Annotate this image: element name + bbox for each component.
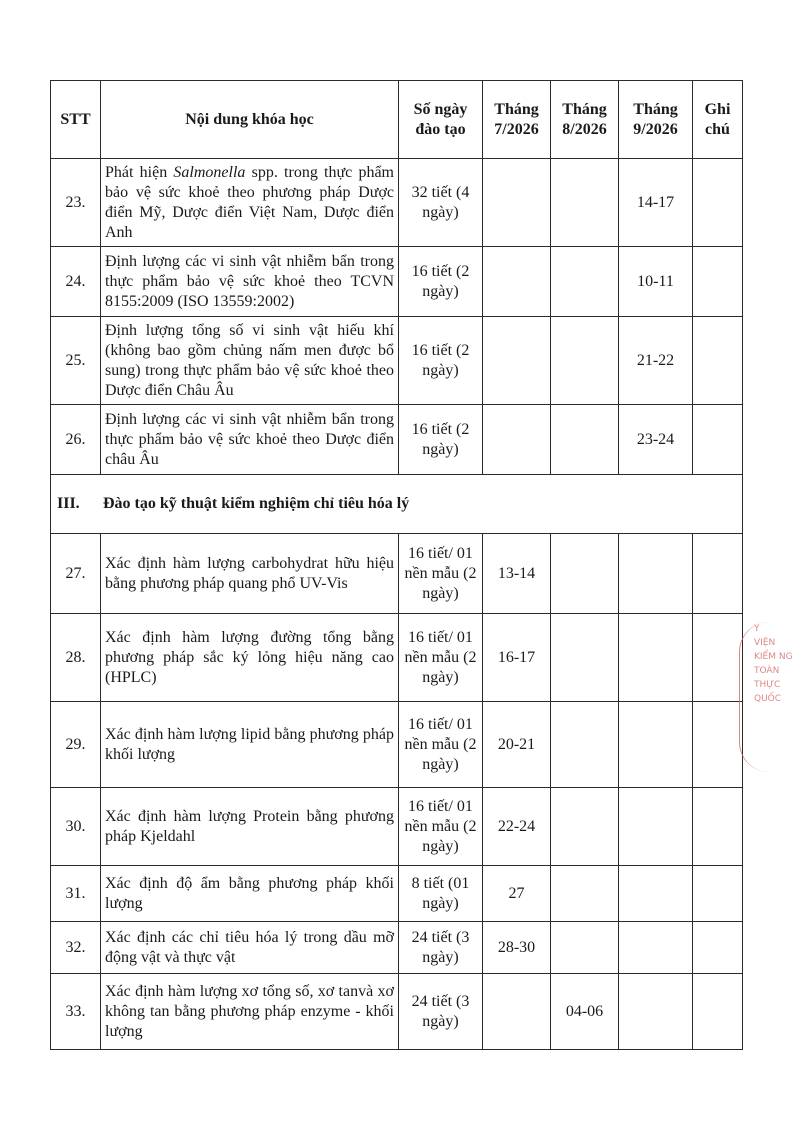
row-content: Xác định hàm lượng Protein bằng phương pháp Kjeldahl [101,788,399,866]
row-content-pre: Phát hiện [105,163,174,181]
row-month-7 [483,405,551,475]
row-stt: 31. [51,866,101,922]
row-content: Định lượng tổng số vi sinh vật hiếu khí (không bao gồm chủng nấm men được bổ sung) trong thực phẩm bảo vệ sức khoẻ theo Dược điển Châu Âu [101,317,399,405]
row-month-9 [619,866,693,922]
row-note [693,866,743,922]
row-month-9 [619,534,693,614]
row-stt: 32. [51,922,101,974]
row-content: Xác định các chỉ tiêu hóa lý trong dầu mỡ động vật và thực vật [101,922,399,974]
row-month-7: 22-24 [483,788,551,866]
row-note [693,922,743,974]
row-days: 24 tiết (3 ngày) [399,974,483,1050]
row-days: 16 tiết (2 ngày) [399,405,483,475]
table-row [51,317,743,405]
row-stt: 29. [51,702,101,788]
header-stt: STT [51,81,101,159]
training-schedule-table [50,80,743,1050]
row-month-8 [551,614,619,702]
table-row [51,614,743,702]
row-month-9 [619,614,693,702]
row-stt: 33. [51,974,101,1050]
row-note [693,702,743,788]
stamp-line: TOÀN [754,666,780,676]
header-month-9: Tháng 9/2026 [619,81,693,159]
row-month-9 [619,922,693,974]
row-days: 16 tiết/ 01 nền mẫu (2 ngày) [399,702,483,788]
row-days: 16 tiết (2 ngày) [399,247,483,317]
row-days: 16 tiết/ 01 nền mẫu (2 ngày) [399,788,483,866]
row-month-9: 14-17 [619,159,693,247]
row-month-8 [551,317,619,405]
row-note [693,159,743,247]
table-row [51,405,743,475]
section-heading [51,475,743,534]
row-content: Xác định hàm lượng carbohydrat hữu hiệu bằng phương pháp quang phổ UV-Vis [101,534,399,614]
row-content: Xác định hàm lượng lipid bằng phương pháp khối lượng [101,702,399,788]
row-month-8 [551,159,619,247]
row-month-7 [483,159,551,247]
row-stt: 24. [51,247,101,317]
row-stt: 26. [51,405,101,475]
row-content: Xác định hàm lượng xơ tổng số, xơ tanvà xơ không tan bằng phương pháp enzyme - khối lượng [101,974,399,1050]
stamp-line: VIỆN [754,638,776,648]
row-stt: 23. [51,159,101,247]
stamp-line: THỰC [754,680,781,690]
row-stt: 27. [51,534,101,614]
row-month-8 [551,405,619,475]
row-note [693,317,743,405]
stamp-line: KIỂM NG [754,652,793,662]
header-note: Ghi chú [693,81,743,159]
stamp-line: QUỐC [754,694,782,704]
section-title: Đào tạo kỹ thuật kiểm nghiệm chỉ tiêu hóa lý [103,495,410,512]
row-month-9 [619,974,693,1050]
row-note [693,974,743,1050]
row-days: 24 tiết (3 ngày) [399,922,483,974]
row-month-9 [619,788,693,866]
table-row [51,534,743,614]
table-row [51,159,743,247]
red-seal-stamp [739,622,800,772]
row-content-post: spp. trong thực phẩm bảo vệ sức khoẻ theo phương pháp Dược điển Mỹ, Dược điển Việt Nam, Dược điển Anh [105,163,394,241]
header-days: Số ngày đào tạo [399,81,483,159]
row-days: 16 tiết (2 ngày) [399,317,483,405]
document-page [50,80,742,1050]
section-row [51,475,743,534]
row-month-8 [551,247,619,317]
row-days: 8 tiết (01 ngày) [399,866,483,922]
row-month-7 [483,974,551,1050]
row-month-8 [551,534,619,614]
row-content [101,159,399,247]
row-month-7: 28-30 [483,922,551,974]
row-month-7: 20-21 [483,702,551,788]
row-days: 16 tiết/ 01 nền mẫu (2 ngày) [399,534,483,614]
row-month-8 [551,702,619,788]
row-month-8 [551,922,619,974]
section-number: III. [57,495,80,512]
row-month-7 [483,247,551,317]
row-note [693,534,743,614]
table-row [51,922,743,974]
row-days: 32 tiết (4 ngày) [399,159,483,247]
row-content: Xác định hàm lượng đường tổng bằng phương pháp sắc ký lỏng hiệu năng cao (HPLC) [101,614,399,702]
row-month-7: 13-14 [483,534,551,614]
table-row [51,702,743,788]
table-row [51,247,743,317]
row-stt: 25. [51,317,101,405]
row-days: 16 tiết/ 01 nền mẫu (2 ngày) [399,614,483,702]
row-content: Xác định độ ẩm bằng phương pháp khối lượng [101,866,399,922]
row-content-italic: Salmonella [173,163,246,181]
header-content: Nội dung khóa học [101,81,399,159]
table-row [51,974,743,1050]
row-month-9: 10-11 [619,247,693,317]
row-month-7 [483,317,551,405]
header-month-7: Tháng 7/2026 [483,81,551,159]
row-month-9: 21-22 [619,317,693,405]
row-month-9: 23-24 [619,405,693,475]
row-note [693,614,743,702]
row-month-8 [551,788,619,866]
table-header-row [51,81,743,159]
row-month-8: 04-06 [551,974,619,1050]
row-stt: 30. [51,788,101,866]
header-month-8: Tháng 8/2026 [551,81,619,159]
row-month-8 [551,866,619,922]
table-row [51,788,743,866]
stamp-line: Y [754,624,760,634]
table-row [51,866,743,922]
row-note [693,788,743,866]
row-month-9 [619,702,693,788]
row-content: Định lượng các vi sinh vật nhiễm bẩn trong thực phẩm bảo vệ sức khoẻ theo Dược điển châu Âu [101,405,399,475]
row-content: Định lượng các vi sinh vật nhiễm bẩn trong thực phẩm bảo vệ sức khoẻ theo TCVN 8155:2009 (ISO 13559:2002) [101,247,399,317]
row-stt: 28. [51,614,101,702]
row-month-7: 16-17 [483,614,551,702]
row-month-7: 27 [483,866,551,922]
row-note [693,405,743,475]
row-note [693,247,743,317]
